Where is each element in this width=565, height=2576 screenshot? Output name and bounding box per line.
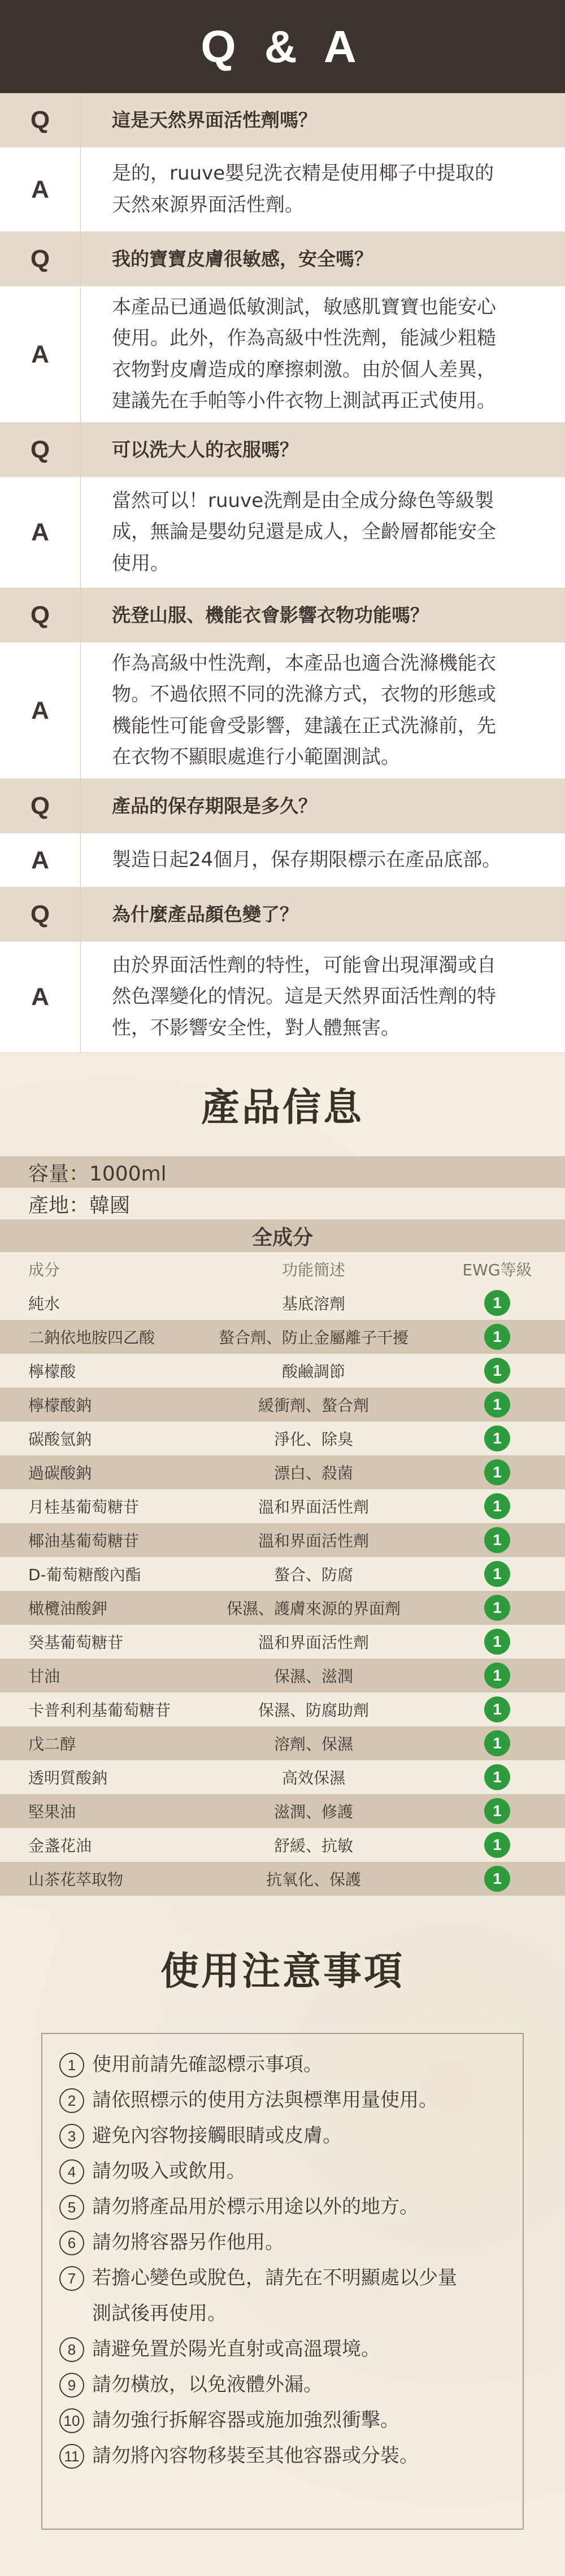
ewg-cell	[429, 1290, 565, 1316]
a-mark: A	[0, 642, 81, 779]
q-mark: Q	[0, 779, 81, 833]
answer-lines	[112, 486, 496, 579]
caution-text	[92, 2154, 246, 2189]
ewg-cell	[429, 1730, 565, 1756]
ingredient-name: 透明質酸鈉	[28, 1769, 108, 1787]
caution-text	[92, 2403, 399, 2438]
header-ewg: EWG等級	[462, 1261, 532, 1279]
ewg-badge: 1	[484, 1798, 510, 1824]
ingredient-function: 緩衝劑、螯合劑	[258, 1396, 369, 1415]
caution-number: 5	[59, 2195, 84, 2220]
caution-text	[92, 2260, 457, 2332]
answer-text	[81, 642, 527, 779]
caution-number: 8	[59, 2337, 84, 2362]
ingredient-name: 二鈉依地胺四乙酸	[28, 1328, 155, 1347]
ewg-badge: 1	[484, 1595, 510, 1621]
ewg-badge: 1	[484, 1832, 510, 1858]
question-row	[0, 423, 565, 477]
qa-title: Q & A	[0, 0, 565, 93]
ingredient-function: 滋潤、修護	[273, 1803, 353, 1821]
ingredient-name: 橄欖油酸鉀	[28, 1599, 108, 1618]
ingredient-row	[0, 1760, 565, 1794]
caution-line: 測試後再使用。	[92, 2302, 227, 2325]
q-mark: Q	[0, 232, 81, 286]
ewg-cell	[429, 1663, 565, 1689]
caution-text	[92, 2225, 284, 2260]
caution-number: 1	[59, 2053, 84, 2078]
answer-line: 在衣物不顯眼處進行小範圍測試。	[112, 745, 400, 768]
ewg-badge: 1	[484, 1764, 510, 1790]
ingredient-function: 漂白、殺菌	[273, 1464, 353, 1482]
answer-line: 作為高級中性洗劑，本產品也適合洗滌機能衣	[112, 652, 496, 675]
ingredient-row	[0, 1625, 565, 1659]
answer-lines	[112, 158, 494, 220]
answer-line: 由於界面活性劑的特性，可能會出現渾濁或自	[112, 954, 496, 977]
ewg-cell	[429, 1629, 565, 1655]
answer-line: 天然來源界面活性劑。	[112, 193, 304, 216]
answer-text	[81, 477, 527, 588]
answer-row	[0, 147, 565, 232]
ingredient-name: 癸基葡萄糖苷	[28, 1633, 124, 1652]
ewg-cell	[429, 1764, 565, 1790]
ewg-badge: 1	[484, 1324, 510, 1350]
ewg-badge: 1	[484, 1561, 510, 1587]
qa-section	[0, 0, 565, 1053]
ingredient-function: 高效保濕	[281, 1769, 345, 1787]
answer-line: 使用。此外，作為高級中性洗劑，能減少粗糙	[112, 327, 496, 350]
ewg-badge: 1	[484, 1425, 510, 1451]
ingredient-name: 金盞花油	[28, 1836, 92, 1855]
ewg-cell	[429, 1866, 565, 1892]
product-info-section	[0, 1053, 565, 2530]
answer-line: 衣物對皮膚造成的摩擦刺激。由於個人差異，	[112, 358, 496, 381]
ingredient-function: 溶劑、保濕	[273, 1735, 353, 1753]
ewg-cell	[429, 1527, 565, 1553]
ewg-badge: 1	[484, 1866, 510, 1892]
ingredient-function: 螯合劑、防止金屬離子干擾	[218, 1328, 408, 1347]
ingredient-row	[0, 1523, 565, 1557]
ingredient-function: 保濕、防腐助劑	[258, 1701, 369, 1720]
caution-title: 使用注意事項	[160, 1949, 405, 1994]
caution-line: 請勿將內容物移裝至其他容器或分裝。	[92, 2444, 419, 2467]
ewg-cell	[429, 1324, 565, 1350]
ingredients-title: 全成分	[0, 1219, 565, 1252]
answer-line: 建議先在手帕等小件衣物上測試再正式使用。	[112, 389, 496, 412]
ewg-cell	[429, 1798, 565, 1824]
caution-number: 10	[59, 2408, 84, 2433]
caution-number: 4	[59, 2159, 84, 2184]
answer-text	[81, 147, 525, 231]
ewg-cell	[429, 1459, 565, 1485]
ewg-cell	[429, 1425, 565, 1451]
ewg-badge: 1	[484, 1358, 510, 1384]
question-row	[0, 779, 565, 833]
caution-line: 請勿橫放，以免液體外漏。	[92, 2373, 323, 2396]
ingredient-name: 檸檬酸鈉	[28, 1396, 92, 1415]
ingredient-name: 月桂基葡萄糖苷	[28, 1498, 140, 1516]
ingredient-row	[0, 1388, 565, 1422]
a-mark: A	[0, 286, 81, 422]
a-mark: A	[0, 147, 81, 231]
answer-line: 使用。	[112, 552, 169, 575]
caution-line: 請勿吸入或飲用。	[92, 2160, 246, 2183]
ewg-cell	[429, 1696, 565, 1722]
ingredient-row	[0, 1659, 565, 1692]
caution-line: 請避免置於陽光直射或高溫環境。	[92, 2338, 380, 2360]
caution-number: 2	[59, 2088, 84, 2113]
caution-item	[59, 2225, 490, 2260]
answer-row	[0, 942, 565, 1053]
question-row	[0, 232, 565, 286]
a-mark: A	[0, 477, 81, 588]
ingredient-row	[0, 1455, 565, 1489]
answer-line: 本產品已通過低敏測試，敏感肌寶寶也能安心	[112, 296, 496, 319]
ingredient-function: 保濕、護膚來源的界面劑	[226, 1599, 401, 1618]
caution-text	[92, 2332, 380, 2367]
answer-row	[0, 477, 565, 588]
caution-item	[59, 2118, 490, 2154]
ewg-badge: 1	[484, 1663, 510, 1689]
a-mark: A	[0, 942, 81, 1052]
caution-number: 9	[59, 2373, 84, 2398]
ingredient-row	[0, 1591, 565, 1625]
ewg-badge: 1	[484, 1459, 510, 1485]
ingredient-row	[0, 1557, 565, 1591]
ingredient-name: 碳酸氫鈉	[28, 1430, 92, 1449]
answer-line: 當然可以！ruuve洗劑是由全成分綠色等級製	[112, 489, 494, 513]
a-mark: A	[0, 833, 81, 887]
answer-lines	[112, 845, 501, 876]
qa-list	[0, 93, 565, 1053]
caution-item	[59, 2403, 490, 2438]
question-text: 產品的保存期限是多久？	[112, 794, 317, 817]
caution-box	[41, 2033, 524, 2530]
origin-row: 產地：韓國	[0, 1188, 565, 1219]
ingredient-function: 舒緩、抗敏	[273, 1836, 353, 1855]
ingredient-name: 卡普利利基葡萄糖苷	[28, 1701, 171, 1720]
ingredient-function: 螯合、防腐	[273, 1565, 353, 1584]
caution-item	[59, 2083, 490, 2118]
q-mark: Q	[0, 588, 81, 642]
answer-lines	[112, 292, 496, 416]
ingredient-function: 基底溶劑	[281, 1294, 345, 1313]
ewg-cell	[429, 1832, 565, 1858]
ingredient-name: 純水	[28, 1294, 60, 1313]
product-info-title: 產品信息	[201, 1086, 364, 1130]
capacity-row: 容量：1000ml	[0, 1156, 565, 1188]
ingredient-row	[0, 1320, 565, 1354]
ingredient-function: 溫和界面活性劑	[258, 1498, 369, 1516]
ewg-cell	[429, 1561, 565, 1587]
caution-text	[92, 2118, 342, 2154]
caution-line: 若擔心變色或脫色，請先在不明顯處以少量	[92, 2267, 457, 2289]
answer-line: 性，不影響安全性，對人體無害。	[112, 1016, 400, 1039]
answer-lines	[112, 950, 496, 1043]
question-text: 我的寶寶皮膚很敏感，安全嗎？	[112, 247, 373, 270]
caution-number: 6	[59, 2231, 84, 2255]
q-mark: Q	[0, 93, 81, 147]
caution-item	[59, 2189, 490, 2225]
ingredient-name: 椰油基葡萄糖苷	[28, 1532, 140, 1550]
q-mark: Q	[0, 887, 81, 941]
answer-text	[81, 286, 527, 422]
answer-lines	[112, 648, 496, 772]
ewg-cell	[429, 1358, 565, 1384]
caution-line: 請依照標示的使用方法與標準用量使用。	[92, 2089, 438, 2111]
caution-number: 7	[59, 2266, 84, 2291]
ingredient-row	[0, 1828, 565, 1862]
answer-row	[0, 286, 565, 423]
caution-line: 使用前請先確認標示事項。	[92, 2053, 323, 2076]
ingredient-row	[0, 1692, 565, 1726]
caution-item	[59, 2154, 490, 2189]
ewg-cell	[429, 1493, 565, 1519]
ingredient-row	[0, 1354, 565, 1388]
caution-text	[92, 2189, 419, 2225]
answer-line: 是的，ruuve嬰兒洗衣精是使用椰子中提取的	[112, 162, 494, 185]
ingredient-row	[0, 1422, 565, 1455]
caution-line: 請勿強行拆解容器或施加強烈衝擊。	[92, 2409, 399, 2431]
header-function: 功能簡述	[281, 1261, 345, 1279]
ewg-badge: 1	[484, 1730, 510, 1756]
answer-row	[0, 642, 565, 779]
answer-line: 成，無論是嬰幼兒還是成人，全齡層都能安全	[112, 521, 496, 544]
ingredient-row	[0, 1862, 565, 1896]
question-text: 這是天然界面活性劑嗎？	[112, 108, 317, 131]
answer-text	[81, 942, 527, 1052]
caution-line: 請勿將產品用於標示用途以外的地方。	[92, 2195, 419, 2218]
question-row	[0, 887, 565, 942]
header-name: 成分	[28, 1261, 60, 1279]
caution-number: 11	[59, 2444, 84, 2469]
ingredient-name: 過碳酸鈉	[28, 1464, 92, 1482]
ewg-badge: 1	[484, 1629, 510, 1655]
ingredient-function: 溫和界面活性劑	[258, 1532, 369, 1550]
ingredient-function: 酸鹼調節	[281, 1362, 345, 1381]
caution-item	[59, 2260, 490, 2332]
ingredient-name: 戊二醇	[28, 1735, 76, 1753]
ingredient-function: 抗氧化、保護	[266, 1870, 361, 1889]
caution-text	[92, 2083, 438, 2118]
ewg-badge: 1	[484, 1392, 510, 1418]
caution-item	[59, 2438, 490, 2474]
ingredient-function: 保濕、滋潤	[273, 1667, 353, 1686]
caution-item	[59, 2332, 490, 2367]
caution-line: 避免內容物接觸眼睛或皮膚。	[92, 2124, 342, 2147]
caution-text	[92, 2438, 419, 2474]
ingredient-row	[0, 1794, 565, 1828]
question-text: 洗登山服、機能衣會影響衣物功能嗎？	[112, 603, 429, 626]
ingredient-row	[0, 1489, 565, 1523]
question-text: 可以洗大人的衣服嗎？	[112, 438, 298, 461]
ewg-cell	[429, 1392, 565, 1418]
caution-number: 3	[59, 2124, 84, 2149]
caution-text	[92, 2047, 323, 2083]
ingredient-name: 堅果油	[28, 1803, 76, 1821]
ingredient-function: 溫和界面活性劑	[258, 1633, 369, 1652]
ingredient-name: 甘油	[28, 1667, 60, 1686]
ingredient-function: 淨化、除臭	[273, 1430, 353, 1449]
caution-line: 請勿將容器另作他用。	[92, 2231, 284, 2254]
ingredient-name: 山茶花萃取物	[28, 1870, 124, 1889]
ewg-badge: 1	[484, 1696, 510, 1722]
question-text: 為什麼產品顏色變了？	[112, 903, 298, 925]
caution-item	[59, 2367, 490, 2403]
ingredients-header	[0, 1252, 565, 1286]
ewg-cell	[429, 1595, 565, 1621]
answer-line: 機能性可能會受影響，建議在正式洗滌前，先	[112, 714, 496, 737]
ingredient-name: 檸檬酸	[28, 1362, 76, 1381]
ingredient-row	[0, 1286, 565, 1320]
ingredients-table	[0, 1286, 565, 1896]
ingredient-row	[0, 1726, 565, 1760]
ewg-badge: 1	[484, 1493, 510, 1519]
question-row	[0, 588, 565, 642]
q-mark: Q	[0, 423, 81, 476]
answer-line: 製造日起24個月，保存期限標示在產品底部。	[112, 848, 502, 871]
answer-line: 物。不過依照不同的洗滌方式，衣物的形態或	[112, 683, 496, 706]
ingredient-name: D-葡萄糖酸內酯	[28, 1565, 141, 1584]
answer-line: 然色澤變化的情況。這是天然界面活性劑的特	[112, 985, 496, 1008]
answer-text	[81, 833, 532, 887]
caution-text	[92, 2367, 323, 2403]
ewg-badge: 1	[484, 1290, 510, 1316]
question-row	[0, 93, 565, 147]
answer-row	[0, 833, 565, 887]
ewg-badge: 1	[484, 1527, 510, 1553]
caution-item	[59, 2047, 490, 2083]
